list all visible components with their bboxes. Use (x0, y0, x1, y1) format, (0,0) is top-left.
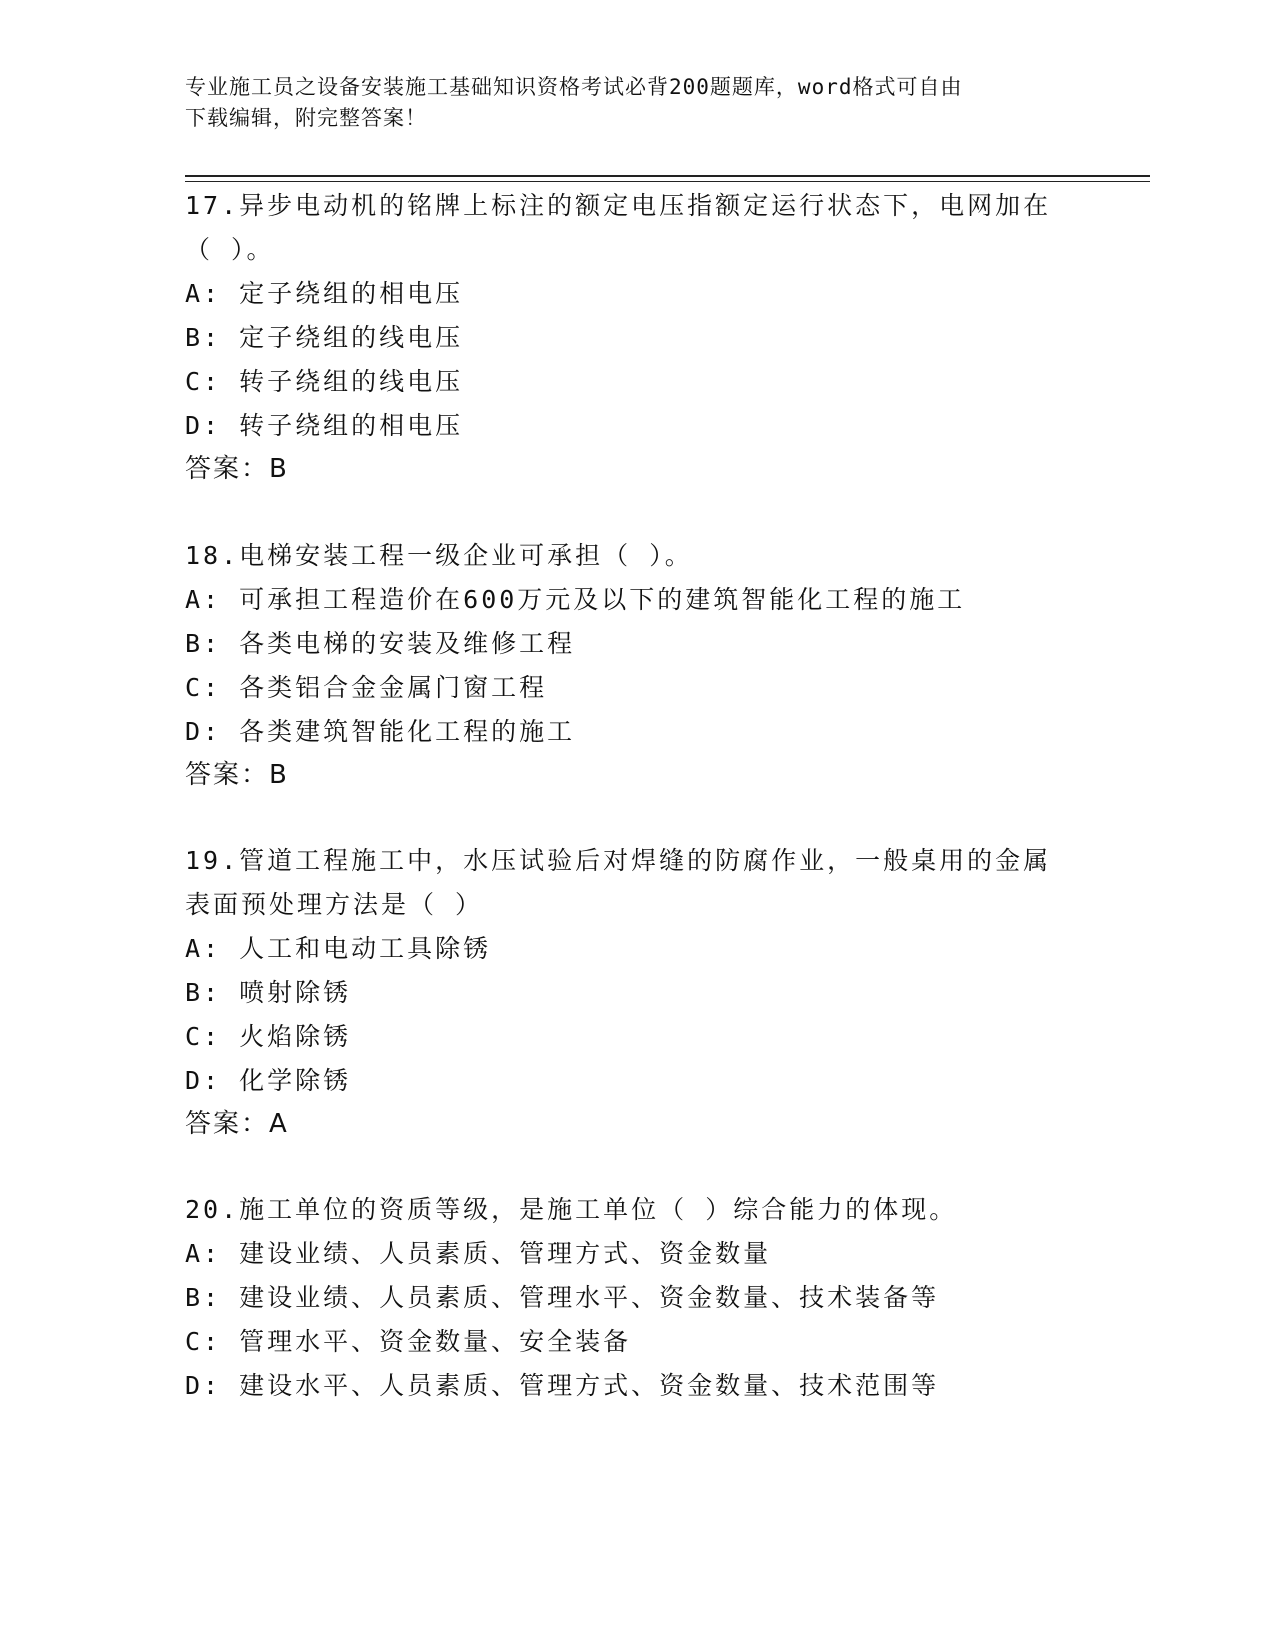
question-19-option-c: C: 火焰除锈 (185, 1022, 352, 1051)
question-20-option-b: B: 建设业绩、人员素质、管理水平、资金数量、技术装备等 (185, 1283, 940, 1312)
question-17-option-d: D: 转子绕组的相电压 (185, 411, 464, 440)
question-19-option-a: A: 人工和电动工具除锈 (185, 934, 492, 963)
question-20-option-a: A: 建设业绩、人员素质、管理方式、资金数量 (185, 1239, 772, 1268)
question-17-answer: 答案：B (185, 454, 289, 484)
question-18-stem: 18.电梯安装工程一级企业可承担（ ）。 (185, 541, 693, 570)
document-header (185, 72, 1065, 134)
question-17-stem-line-2: （ ）。 (185, 235, 275, 264)
question-18-answer: 答案：B (185, 760, 289, 790)
question-19-answer: 答案：A (185, 1109, 289, 1139)
question-17-option-a: A: 定子绕组的相电压 (185, 279, 464, 308)
question-19-option-b: B: 喷射除锈 (185, 978, 352, 1007)
question-18-option-a: A: 可承担工程造价在600万元及以下的建筑智能化工程的施工 (185, 585, 966, 614)
header-divider-thin (185, 181, 1150, 182)
question-19-option-d: D: 化学除锈 (185, 1066, 352, 1095)
header-line-1: 专业施工员之设备安装施工基础知识资格考试必背200题题库，word格式可自由 (185, 75, 963, 99)
question-20-option-c: C: 管理水平、资金数量、安全装备 (185, 1327, 632, 1356)
question-17-option-c: C: 转子绕组的线电压 (185, 367, 464, 396)
question-20-option-d: D: 建设水平、人员素质、管理方式、资金数量、技术范围等 (185, 1371, 940, 1400)
question-19-stem-line-2: 表面预处理方法是（ ） (185, 890, 484, 919)
question-18-option-c: C: 各类铝合金金属门窗工程 (185, 673, 548, 702)
question-20-stem: 20.施工单位的资质等级，是施工单位（ ）综合能力的体现。 (185, 1195, 958, 1224)
question-19-stem-line-1: 19.管道工程施工中，水压试验后对焊缝的防腐作业，一般桌用的金属 (185, 846, 1052, 875)
question-18-option-d: D: 各类建筑智能化工程的施工 (185, 717, 576, 746)
header-line-2: 下载编辑，附完整答案！ (185, 106, 427, 130)
question-18-option-b: B: 各类电梯的安装及维修工程 (185, 629, 576, 658)
question-17-stem-line-1: 17.异步电动机的铭牌上标注的额定电压指额定运行状态下，电网加在 (185, 191, 1052, 220)
question-17-option-b: B: 定子绕组的线电压 (185, 323, 464, 352)
header-divider-thick (185, 175, 1150, 177)
